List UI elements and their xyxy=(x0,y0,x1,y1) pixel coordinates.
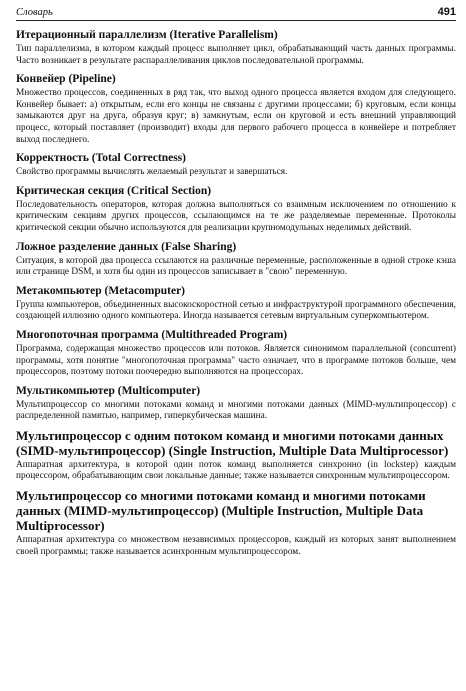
entry-definition: Программа, содержащая множество процессов или потоков. Является синонимом параллельной (concurrent) программы, хотя понятие "многопоточная программа" часто означает, что в программе потоков больше, чем процессоров, поэтому потоки поочередно выполняются на процессорах. xyxy=(16,343,456,378)
entry-definition: Ситуация, в которой два процесса ссылаются на различные переменные, расположенные в одной строке кэша или странице DSM, и хотя бы один из процессов записывает в "свою" переменную. xyxy=(16,255,456,278)
running-header xyxy=(16,6,456,21)
glossary-entry-metacomputer xyxy=(16,284,456,323)
entry-definition: Свойство программы вычислять желаемый результат и завершаться. xyxy=(16,167,288,178)
entry-term: Мультикомпьютер (Multicomputer) xyxy=(16,384,201,397)
glossary-entry-total-correctness xyxy=(16,151,456,179)
entry-definition: Тип параллелизма, в котором каждый процесс выполняет цикл, обрабатывающий часть данных программы. Часто возникает в результате распараллеливания циклов последовательной программы. xyxy=(16,44,456,66)
entry-definition: Группа компьютеров, объединенных высокоскоростной сетью и инфраструктурой программного обеспечения, создающей иллюзию одного компьютера. Иногда называется сетевым виртуальным суперкомпьютером. xyxy=(16,299,456,322)
glossary-entry-pipeline xyxy=(16,72,456,146)
glossary-entry-multicomputer xyxy=(16,384,456,423)
entry-term: Корректность (Total Correctness) xyxy=(16,152,186,165)
entry-term: Ложное разделение данных (False Sharing) xyxy=(16,240,237,253)
entry-definition: Мультипроцессор со многими потоками команд и многими потоками данных (MIMD-мультипроцессор) с распределенной памятью, например, гиперкубическая машина. xyxy=(16,399,456,422)
entry-definition: Аппаратная архитектура со множеством независимых процессоров, каждый из которых занят выполнением своей программы; также называется асинхронным мультипроцессором. xyxy=(16,535,456,557)
entry-definition: Аппаратная архитектура, в которой один поток команд выполняется синхронно (in lockstep) каждым процессором, обрабатывающим свои локальные данные; также называется синхронным мультипроцессором. xyxy=(16,459,456,482)
entry-term: Мультипроцессор с одним потоком команд и многими потоками данных (SIMD-мультипроцессор) (Single Instruction, Multiple Data Multiprocessor) xyxy=(16,427,449,458)
glossary-entry-false-sharing xyxy=(16,240,456,279)
entry-term: Мультипроцессор со многими потоками команд и многими потоками данных (MIMD-мультипроцессор) (Multiple Instruction, Multiple Data Multiprocessor) xyxy=(16,488,426,534)
entry-definition: Последовательность операторов, которая должна выполняться со взаимным исключением по отношению к критическим секциям других процессов, ссылающимся на те же разделяемые переменные. Протоколы критической секции обычно используются для реализации крупномодульных неделимых действий. xyxy=(16,199,456,233)
entry-definition: Множество процессов, соединенных в ряд так, что выход одного процесса является входом для следующего. Конвейер бывает: а) открытым, если его концы не связаны с другими процессами; б) круговым, если концы замыкаются друг на друга, образуя круг; в) замкнутым, если он круговой и есть внешний управляющий процесс, который поставляет (производит) входы для первого рабочего процесса в конвейере и потребляет выход последнего. xyxy=(16,88,456,145)
glossary-entry-critical-section xyxy=(16,184,456,235)
entry-term: Конвейер (Pipeline) xyxy=(16,73,116,86)
glossary-entry-iterative-parallelism xyxy=(16,28,456,67)
glossary-entry-multithreaded-program xyxy=(16,328,456,379)
entry-term: Критическая секция (Critical Section) xyxy=(16,184,212,197)
entry-term: Метакомпьютер (Metacomputer) xyxy=(16,284,186,297)
glossary-entry-simd-multiprocessor xyxy=(16,428,456,483)
glossary-entry-mimd-multiprocessor xyxy=(16,488,456,558)
entry-term: Многопоточная программа (Multithreaded Program) xyxy=(16,328,288,341)
section-title: Словарь xyxy=(16,7,53,18)
page-number: 491 xyxy=(437,6,456,18)
entry-term: Итерационный параллелизм (Iterative Parallelism) xyxy=(16,29,278,41)
